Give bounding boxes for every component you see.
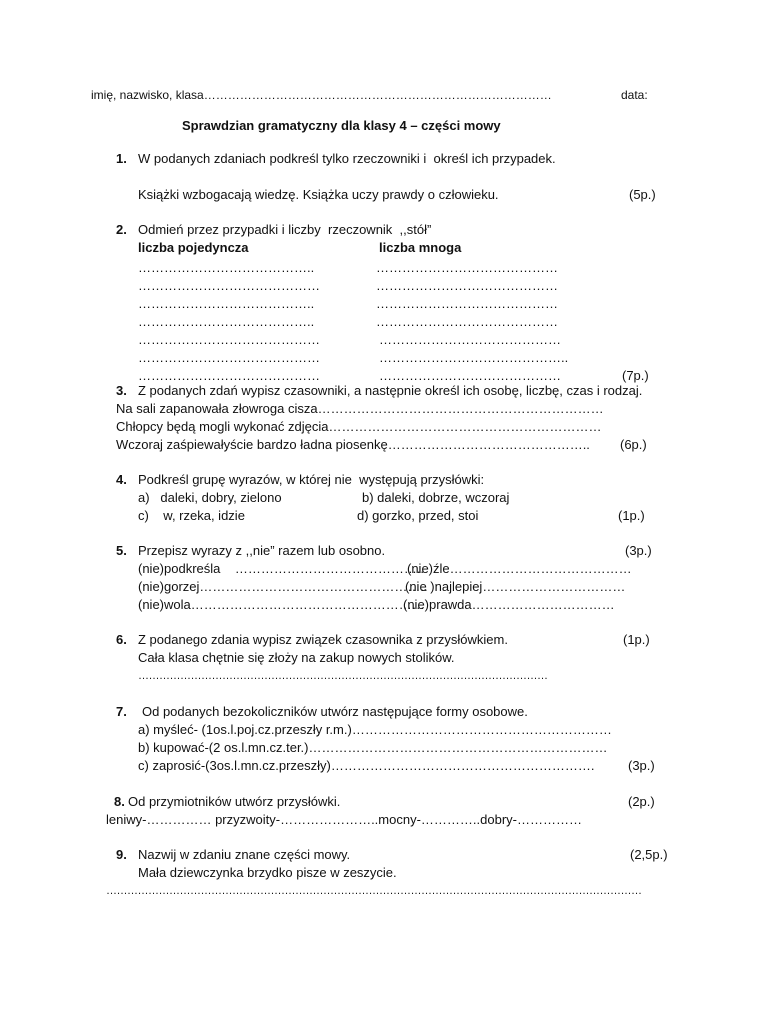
q3-sentence-line[interactable]: Wczoraj zaśpiewałyście bardzo ładna piosenkę………………………………………..	[116, 437, 590, 452]
q4-option-b[interactable]: b) daleki, dobrze, wczoraj	[362, 490, 510, 505]
q5-word-blank[interactable]: (nie)wola………………………………………………	[138, 597, 425, 612]
q7-form-line[interactable]: c) zaprosić-(3os.l.mn.cz.przeszły)…………………………………………………….	[138, 758, 595, 773]
q4-option-c[interactable]: c) w, rzeka, idzie	[138, 508, 245, 523]
date-label: data:	[621, 88, 648, 102]
q7-form-line[interactable]: a) myśleć- (1os.l.poj.cz.przeszły r.m.)……………………………………………………	[138, 722, 612, 737]
q4-option-d[interactable]: d) gorzko, przed, stoi	[357, 508, 479, 523]
q8-adverb-line[interactable]: leniwy-…………… przyzwoity-…………………..mocny-…………..dobry-……………	[106, 812, 582, 827]
q3-sentence-line[interactable]: Na sali zapanowała złowroga cisza…………………………………………………………	[116, 401, 604, 416]
q3-points: (6p.)	[620, 437, 647, 452]
q2-plural-blank[interactable]: ……………………………………	[376, 296, 558, 311]
q2-plural-header: liczba mnoga	[379, 240, 462, 255]
q7-points: (3p.)	[628, 758, 655, 773]
q2-singular-blank[interactable]: ……………………………………	[138, 368, 320, 383]
q3-number: 3.	[116, 383, 127, 398]
q9-points: (2,5p.)	[630, 847, 668, 862]
q5-word-blank[interactable]: (nie )najlepiej……………………………	[405, 579, 626, 594]
q9-sentence: Mała dziewczynka brzydko pisze w zeszycie.	[138, 865, 397, 880]
q2-plural-blank[interactable]: ……………………………………	[376, 260, 558, 275]
q1-number: 1.	[116, 151, 127, 166]
q6-points: (1p.)	[623, 632, 650, 647]
q3-sentence-line[interactable]: Chłopcy będą mogli wykonać zdjęcia………………………………………………………	[116, 419, 602, 434]
q5-instruction: Przepisz wyrazy z ,,nie” razem lub osobno.	[138, 543, 386, 558]
q1-instruction: W podanych zdaniach podkreśl tylko rzeczowniki i określ ich przypadek.	[138, 151, 556, 166]
q2-singular-header: liczba pojedyncza	[138, 240, 249, 255]
q6-sentence: Cała klasa chętnie się złoży na zakup nowych stolików.	[138, 650, 455, 665]
q7-number: 7.	[116, 704, 127, 719]
q4-instruction: Podkreśl grupę wyrazów, w której nie występują przysłówki:	[138, 472, 485, 487]
page-title: Sprawdzian gramatyczny dla klasy 4 – części mowy	[182, 118, 501, 133]
q5-word-blank[interactable]: (nie)gorzej……………………………………………..	[138, 579, 428, 594]
q2-instruction: Odmień przez przypadki i liczby rzeczownik ,,stół”	[138, 222, 432, 237]
q1-points: (5p.)	[629, 187, 656, 202]
q7-instruction: Od podanych bezokoliczników utwórz następujące formy osobowe.	[142, 704, 528, 719]
q8-instruction: Od przymiotników utwórz przysłówki.	[128, 794, 341, 809]
q2-plural-blank[interactable]: ……………………………………	[379, 368, 561, 383]
q3-instruction: Z podanych zdań wypisz czasowniki, a następnie określ ich osobę, liczbę, czas i rodzaj.	[138, 383, 643, 398]
q5-word-blank[interactable]: (nie)źle……………………………………	[407, 561, 632, 576]
q8-number: 8.	[114, 794, 125, 809]
q4-number: 4.	[116, 472, 127, 487]
q2-singular-blank[interactable]: ……………………………………	[138, 332, 320, 347]
q6-instruction: Z podanego zdania wypisz związek czasownika z przysłówkiem.	[138, 632, 508, 647]
q2-singular-blank[interactable]: ……………………………………	[138, 350, 320, 365]
q9-instruction: Nazwij w zdaniu znane części mowy.	[138, 847, 351, 862]
q6-answer-line[interactable]: ………………………………………………………………………………………………………	[138, 670, 548, 682]
q8-points: (2p.)	[628, 794, 655, 809]
q2-singular-blank[interactable]: ……………………………………	[138, 278, 320, 293]
q5-word-blank[interactable]: (nie)podkreśla ……………………………………..	[138, 561, 425, 576]
q2-singular-blank[interactable]: …………………………………..	[138, 296, 315, 311]
q5-number: 5.	[116, 543, 127, 558]
q2-plural-blank[interactable]: ……………………………………	[379, 332, 561, 347]
q5-points: (3p.)	[625, 543, 652, 558]
q2-singular-blank[interactable]: …………………………………..	[138, 260, 315, 275]
q2-points: (7p.)	[622, 368, 649, 383]
q4-points: (1p.)	[618, 508, 645, 523]
q5-word-blank[interactable]: (nie)prawda……………………………	[403, 597, 615, 612]
q2-number: 2.	[116, 222, 127, 237]
q4-option-a[interactable]: a) daleki, dobry, zielono	[138, 490, 282, 505]
name-class-line: imię, nazwisko, klasa……………………………………………………………………………	[91, 88, 552, 102]
q1-sentence: Książki wzbogacają wiedzę. Książka uczy prawdy o człowieku.	[138, 187, 499, 202]
q7-form-line[interactable]: b) kupować-(2 os.l.mn.cz.ter.)……………………………………………………………	[138, 740, 608, 755]
q9-answer-line[interactable]: ………………………………………………………………………………………………………………………………………	[106, 885, 642, 897]
q2-plural-blank[interactable]: ……………………………………	[376, 314, 558, 329]
q6-number: 6.	[116, 632, 127, 647]
q2-plural-blank[interactable]: ……………………………………	[376, 278, 558, 293]
q2-plural-blank[interactable]: ……………………………………..	[379, 350, 569, 365]
q2-singular-blank[interactable]: …………………………………..	[138, 314, 315, 329]
q9-number: 9.	[116, 847, 127, 862]
